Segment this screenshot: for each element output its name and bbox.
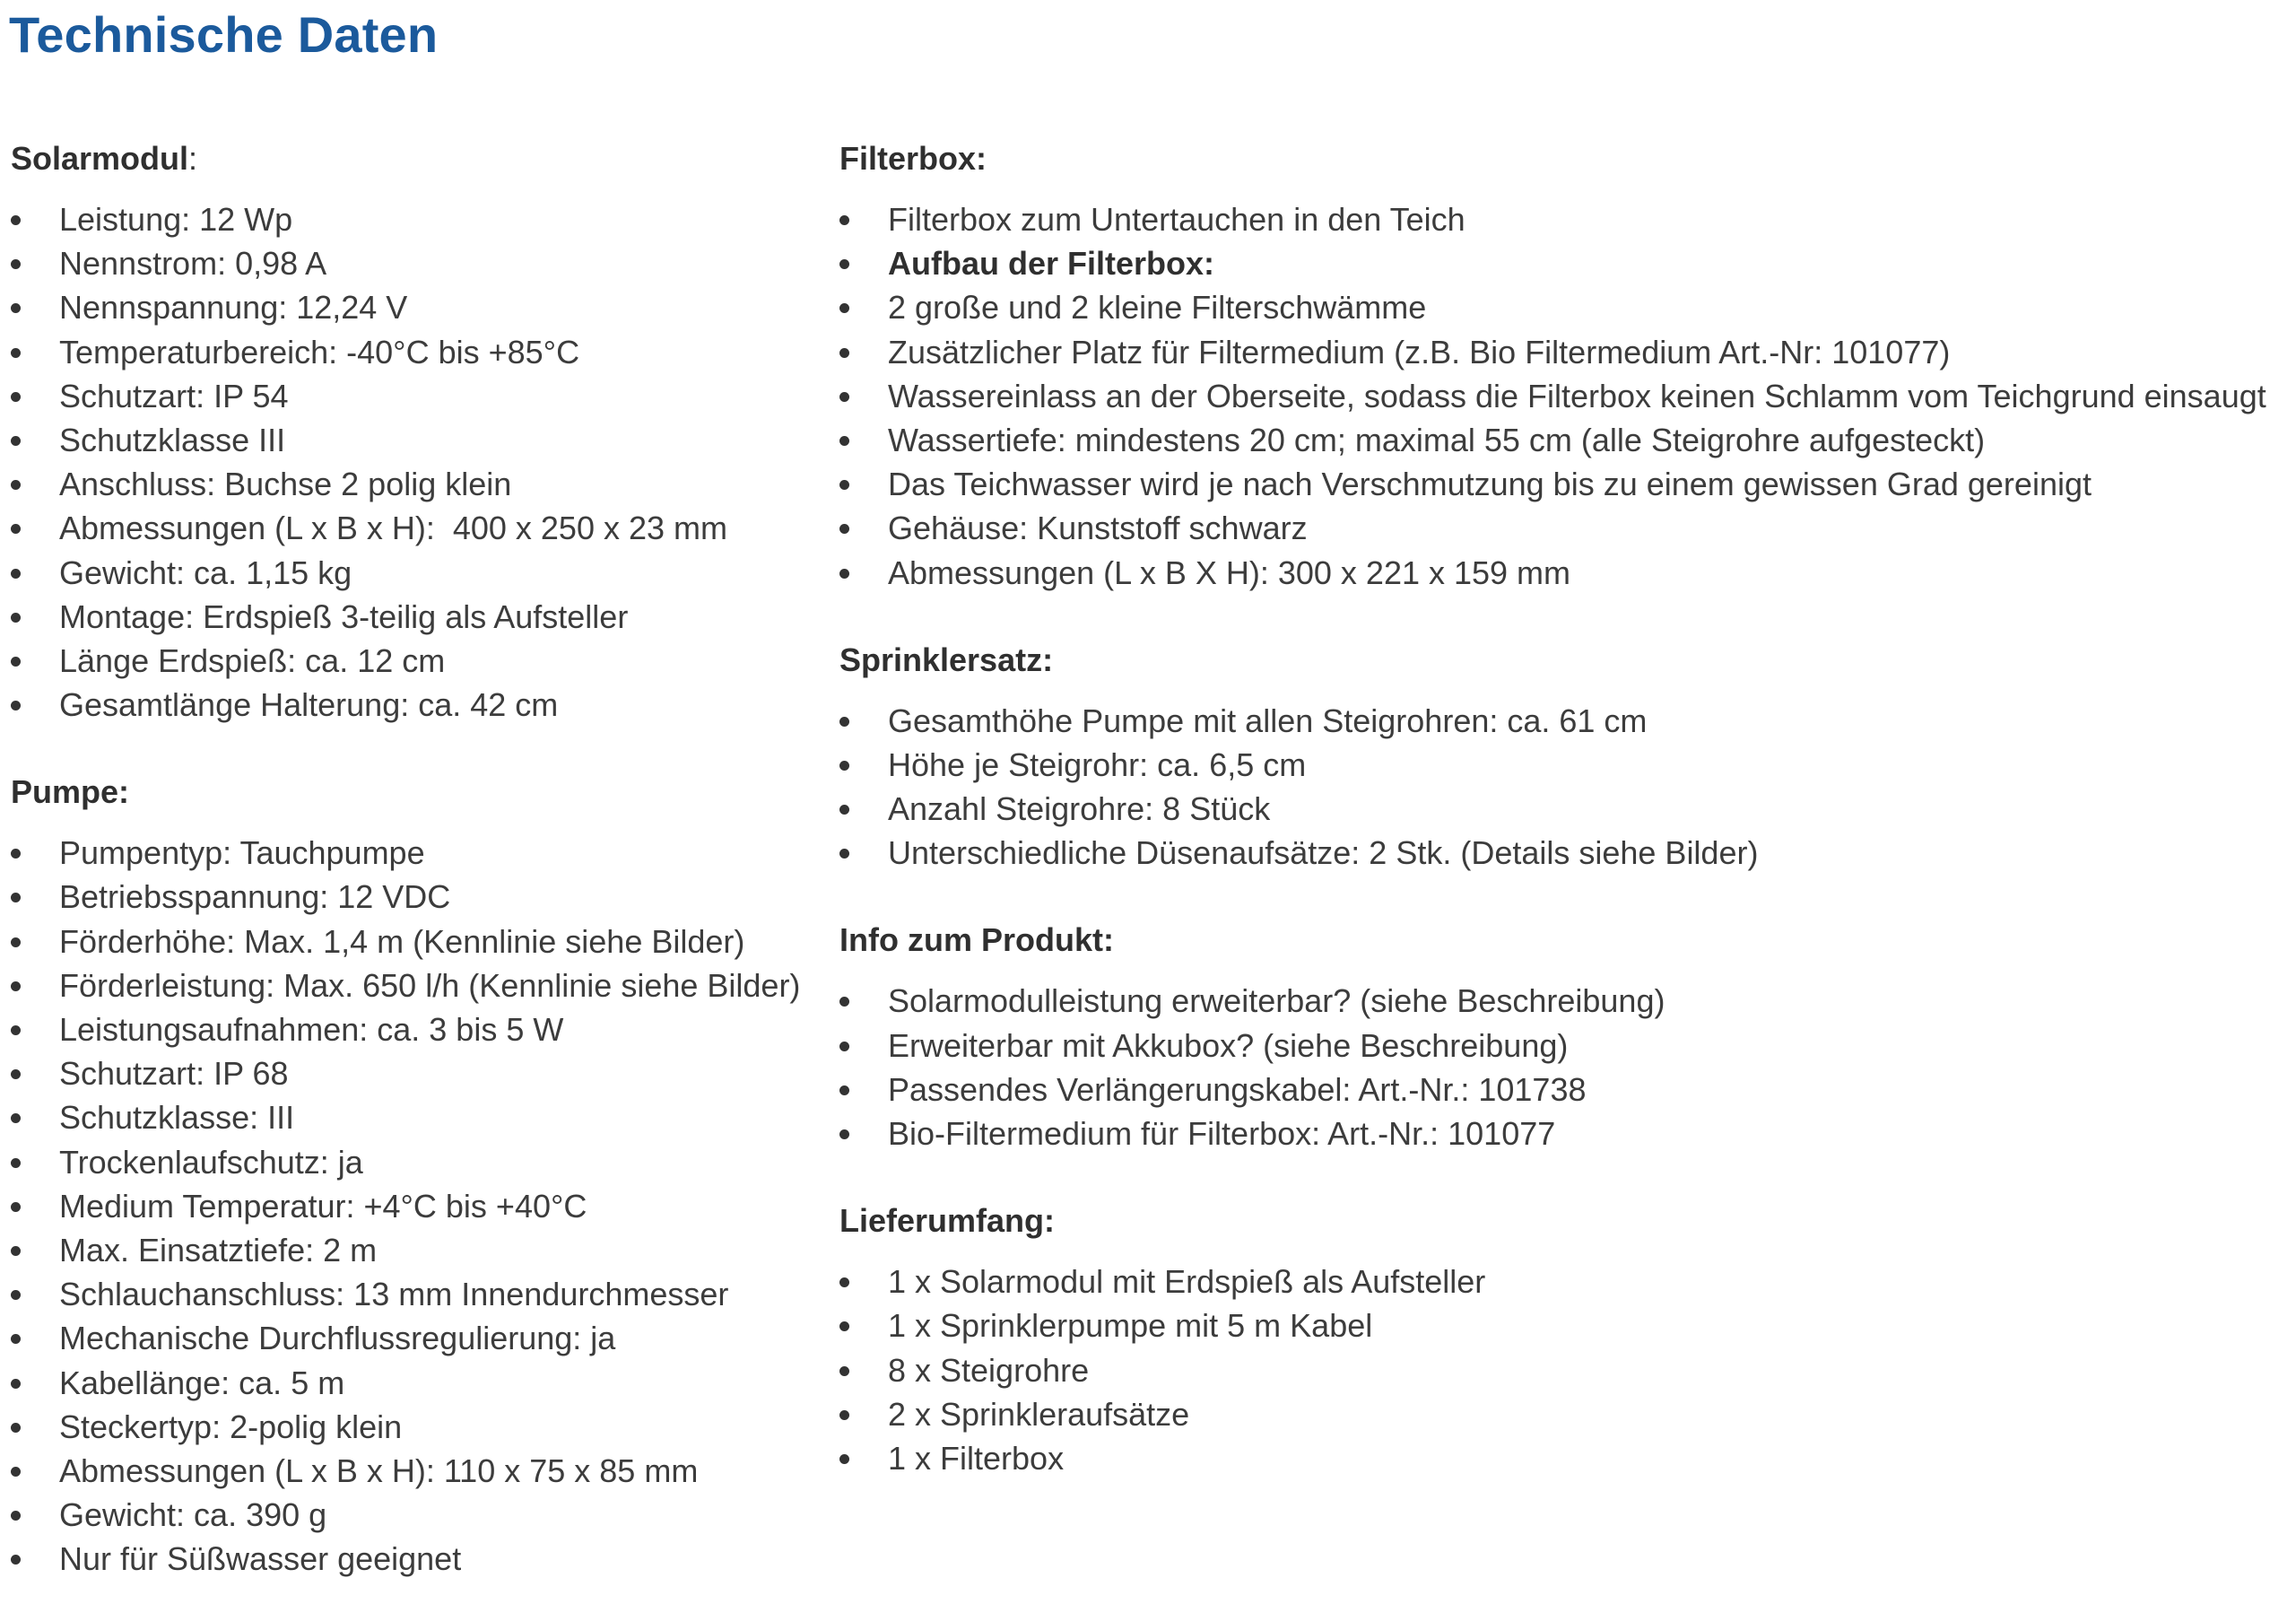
bullet-icon (839, 849, 849, 859)
list-item-text: Das Teichwasser wird je nach Verschmutzung bis zu einem gewissen Grad gereinigt (888, 466, 2092, 503)
bullet-icon (11, 613, 21, 623)
bullet-icon (839, 1042, 849, 1051)
list-item-text: Leistungsaufnahmen: ca. 3 bis 5 W (59, 1011, 564, 1048)
list-item-text: Kabellänge: ca. 5 m (59, 1364, 345, 1401)
bullet-icon (11, 1467, 21, 1477)
list-item-text: 8 x Steigrohre (888, 1351, 1090, 1389)
list-item (839, 1436, 2292, 1480)
list-item-text: Anzahl Steigrohre: 8 Stück (888, 790, 1271, 828)
list-item-text: Betriebsspannung: 12 VDC (59, 878, 451, 916)
list-item-text: Nennspannung: 12,24 V (59, 289, 408, 327)
list-item (839, 462, 2292, 506)
list-item-text: Wassertiefe: mindestens 20 cm; maximal 55 cm (alle Steigrohre aufgesteckt) (888, 421, 1986, 458)
section-solarmodul (11, 135, 818, 727)
section-heading-pumpe: Pumpe: (11, 773, 130, 811)
list-item (839, 330, 2292, 374)
bullet-icon (11, 937, 21, 947)
spec-list-sprinklersatz (839, 699, 2292, 876)
list-item (839, 1260, 2292, 1303)
list-item (839, 1303, 2292, 1347)
bullet-icon (839, 569, 849, 579)
list-item-text: Höhe je Steigrohr: ca. 6,5 cm (888, 745, 1307, 783)
list-item-text: Nennstrom: 0,98 A (59, 245, 327, 283)
section-info-zum-produkt (839, 916, 2292, 1155)
list-item-text: Bio-Filtermedium für Filterbox: Art.-Nr.: 101077 (888, 1115, 1556, 1152)
bullet-icon (839, 1454, 849, 1464)
list-item-text: Schutzklasse: III (59, 1099, 295, 1137)
list-item (11, 639, 818, 683)
list-item-text: Schutzklasse III (59, 421, 286, 458)
list-item (839, 418, 2292, 462)
list-item (11, 1228, 818, 1272)
spec-list-solarmodul (11, 197, 818, 727)
bullet-icon (11, 981, 21, 991)
page-title: Technische Daten (9, 6, 439, 63)
bullet-icon (11, 259, 21, 269)
bullet-icon (839, 1321, 849, 1331)
bullet-icon (11, 436, 21, 446)
list-item-text: Aufbau der Filterbox: (888, 245, 1215, 283)
list-item (839, 374, 2292, 418)
list-item (839, 506, 2292, 550)
list-item-subheading (839, 241, 2292, 285)
list-item-text: Temperaturbereich: -40°C bis +85°C (59, 333, 580, 370)
bullet-icon (11, 1113, 21, 1123)
section-pumpe (11, 768, 818, 1581)
list-item-text: Wassereinlass an der Oberseite, sodass die Filterbox keinen Schlamm vom Teichgrund einsaugt (888, 377, 2266, 414)
list-item-text: Schutzart: IP 54 (59, 377, 289, 414)
list-item (839, 551, 2292, 595)
list-item-text: Montage: Erdspieß 3-teilig als Aufsteller (59, 597, 629, 635)
bullet-icon (11, 1290, 21, 1300)
section-sprinklersatz (839, 636, 2292, 876)
list-item-text: 1 x Sprinklerpumpe mit 5 m Kabel (888, 1307, 1373, 1345)
list-item-text: Steckertyp: 2-polig klein (59, 1408, 403, 1445)
list-item-text: Länge Erdspieß: ca. 12 cm (59, 641, 446, 679)
list-item (11, 1140, 818, 1184)
list-item (11, 551, 818, 595)
list-item-text: Gesamthöhe Pumpe mit allen Steigrohren: ca. 61 cm (888, 702, 1648, 739)
bullet-icon (11, 480, 21, 490)
bullet-icon (11, 524, 21, 534)
list-item-text: Trockenlaufschutz: ja (59, 1143, 363, 1181)
bullet-icon (839, 1129, 849, 1139)
list-item-text: Mechanische Durchflussregulierung: ja (59, 1320, 616, 1357)
list-item (11, 418, 818, 462)
list-item-text: Zusätzlicher Platz für Filtermedium (z.B. Bio Filtermedium Art.-Nr: 101077) (888, 333, 1951, 370)
bullet-icon (839, 259, 849, 269)
list-item (11, 1316, 818, 1360)
bullet-icon (11, 1246, 21, 1256)
bullet-icon (839, 1277, 849, 1287)
bullet-icon (839, 1085, 849, 1095)
list-item-text: Filterbox zum Untertauchen in den Teich (888, 201, 1465, 238)
list-item-text: 1 x Filterbox (888, 1439, 1065, 1477)
list-item-text: Abmessungen (L x B x H): 400 x 250 x 23 mm (59, 510, 727, 547)
right-column (839, 135, 2292, 1480)
list-item-text: Schutzart: IP 68 (59, 1055, 289, 1093)
list-item (839, 787, 2292, 831)
bullet-icon (11, 1202, 21, 1212)
spec-list-lieferumfang (839, 1260, 2292, 1480)
list-item (11, 462, 818, 506)
list-item (11, 875, 818, 919)
list-item (839, 979, 2292, 1023)
spec-list-info (839, 979, 2292, 1155)
list-item-text: Max. Einsatztiefe: 2 m (59, 1231, 378, 1268)
list-item (839, 1348, 2292, 1392)
section-lieferumfang (839, 1197, 2292, 1480)
bullet-icon (11, 392, 21, 402)
list-item (839, 285, 2292, 329)
bullet-icon (11, 303, 21, 313)
section-heading-solarmodul (11, 135, 818, 183)
list-item-text: Leistung: 12 Wp (59, 201, 293, 238)
list-item-text: Gewicht: ca. 390 g (59, 1496, 327, 1534)
list-item (11, 1272, 818, 1316)
list-item (11, 197, 818, 241)
bullet-icon (11, 348, 21, 358)
list-item (11, 1051, 818, 1095)
bullet-icon (11, 1379, 21, 1389)
bullet-icon (11, 849, 21, 859)
list-item-text: Gehäuse: Kunststoff schwarz (888, 510, 1308, 547)
list-item (11, 506, 818, 550)
list-item (11, 963, 818, 1007)
list-item (11, 1537, 818, 1581)
list-item-text: 2 große und 2 kleine Filterschwämme (888, 289, 1427, 327)
list-item-text: Förderhöhe: Max. 1,4 m (Kennlinie siehe Bilder) (59, 922, 745, 960)
list-item (839, 1392, 2292, 1436)
list-item (11, 285, 818, 329)
bullet-icon (11, 1555, 21, 1565)
bullet-icon (11, 1025, 21, 1035)
heading-colon: : (188, 140, 198, 177)
list-item-text: Unterschiedliche Düsenaufsätze: 2 Stk. (Details siehe Bilder) (888, 834, 1759, 872)
list-item-text: Solarmodulleistung erweiterbar? (siehe Beschreibung) (888, 982, 1665, 1020)
list-item-text: Gewicht: ca. 1,15 kg (59, 554, 352, 591)
list-item-text: Anschluss: Buchse 2 polig klein (59, 466, 512, 503)
bullet-icon (11, 215, 21, 225)
bullet-icon (11, 701, 21, 710)
spec-list-pumpe (11, 831, 818, 1581)
bullet-icon (11, 1069, 21, 1079)
list-item (839, 1111, 2292, 1155)
list-item (839, 743, 2292, 787)
bullet-icon (839, 303, 849, 313)
list-item (11, 831, 818, 875)
spec-list-filterbox (839, 197, 2292, 595)
bullet-icon (11, 1158, 21, 1168)
bullet-icon (839, 1410, 849, 1420)
bullet-icon (839, 392, 849, 402)
list-item-text: Passendes Verlängerungskabel: Art.-Nr.: 101738 (888, 1070, 1587, 1108)
list-item (11, 1184, 818, 1228)
bullet-icon (839, 1366, 849, 1376)
bullet-icon (839, 480, 849, 490)
list-item-text: Erweiterbar mit Akkubox? (siehe Beschreibung) (888, 1026, 1569, 1064)
list-item-text: 2 x Sprinkleraufsätze (888, 1395, 1190, 1433)
list-item (11, 920, 818, 963)
list-item (11, 1007, 818, 1051)
list-item (11, 1493, 818, 1537)
bullet-icon (839, 524, 849, 534)
bullet-icon (839, 215, 849, 225)
list-item (11, 683, 818, 727)
list-item (11, 595, 818, 639)
bullet-icon (11, 1423, 21, 1433)
section-heading-text: Solarmodul (11, 140, 189, 177)
list-item-text: Medium Temperatur: +4°C bis +40°C (59, 1187, 587, 1225)
section-heading-info: Info zum Produkt: (839, 921, 1114, 959)
bullet-icon (839, 436, 849, 446)
list-item (839, 197, 2292, 241)
list-item (11, 1095, 818, 1139)
bullet-icon (11, 657, 21, 667)
left-column (11, 135, 818, 1581)
list-item (11, 330, 818, 374)
bullet-icon (11, 569, 21, 579)
bullet-icon (11, 1334, 21, 1344)
list-item-text: 1 x Solarmodul mit Erdspieß als Aufsteller (888, 1263, 1486, 1301)
list-item (839, 1024, 2292, 1068)
list-item-text: Abmessungen (L x B x H): 110 x 75 x 85 mm (59, 1451, 699, 1489)
list-item (11, 1361, 818, 1405)
list-item-text: Pumpentyp: Tauchpumpe (59, 834, 425, 872)
bullet-icon (839, 805, 849, 815)
bullet-icon (839, 348, 849, 358)
section-filterbox (839, 135, 2292, 595)
list-item (839, 831, 2292, 875)
list-item (11, 241, 818, 285)
bullet-icon (11, 1511, 21, 1521)
list-item (11, 1449, 818, 1493)
list-item-text: Nur für Süßwasser geeignet (59, 1540, 462, 1578)
list-item-text: Förderleistung: Max. 650 l/h (Kennlinie siehe Bilder) (59, 966, 801, 1004)
list-item-text: Gesamtlänge Halterung: ca. 42 cm (59, 686, 559, 724)
section-heading-filterbox: Filterbox: (839, 140, 987, 177)
list-item-text: Schlauchanschluss: 13 mm Innendurchmesser (59, 1276, 729, 1313)
list-item (839, 699, 2292, 743)
bullet-icon (839, 997, 849, 1007)
bullet-icon (11, 893, 21, 902)
list-item-text: Abmessungen (L x B X H): 300 x 221 x 159 mm (888, 554, 1571, 591)
bullet-icon (839, 761, 849, 771)
list-item (11, 1405, 818, 1449)
list-item (11, 374, 818, 418)
bullet-icon (839, 717, 849, 727)
section-heading-lieferumfang: Lieferumfang: (839, 1202, 1056, 1240)
list-item (839, 1068, 2292, 1111)
section-heading-sprinklersatz: Sprinklersatz: (839, 641, 1054, 678)
